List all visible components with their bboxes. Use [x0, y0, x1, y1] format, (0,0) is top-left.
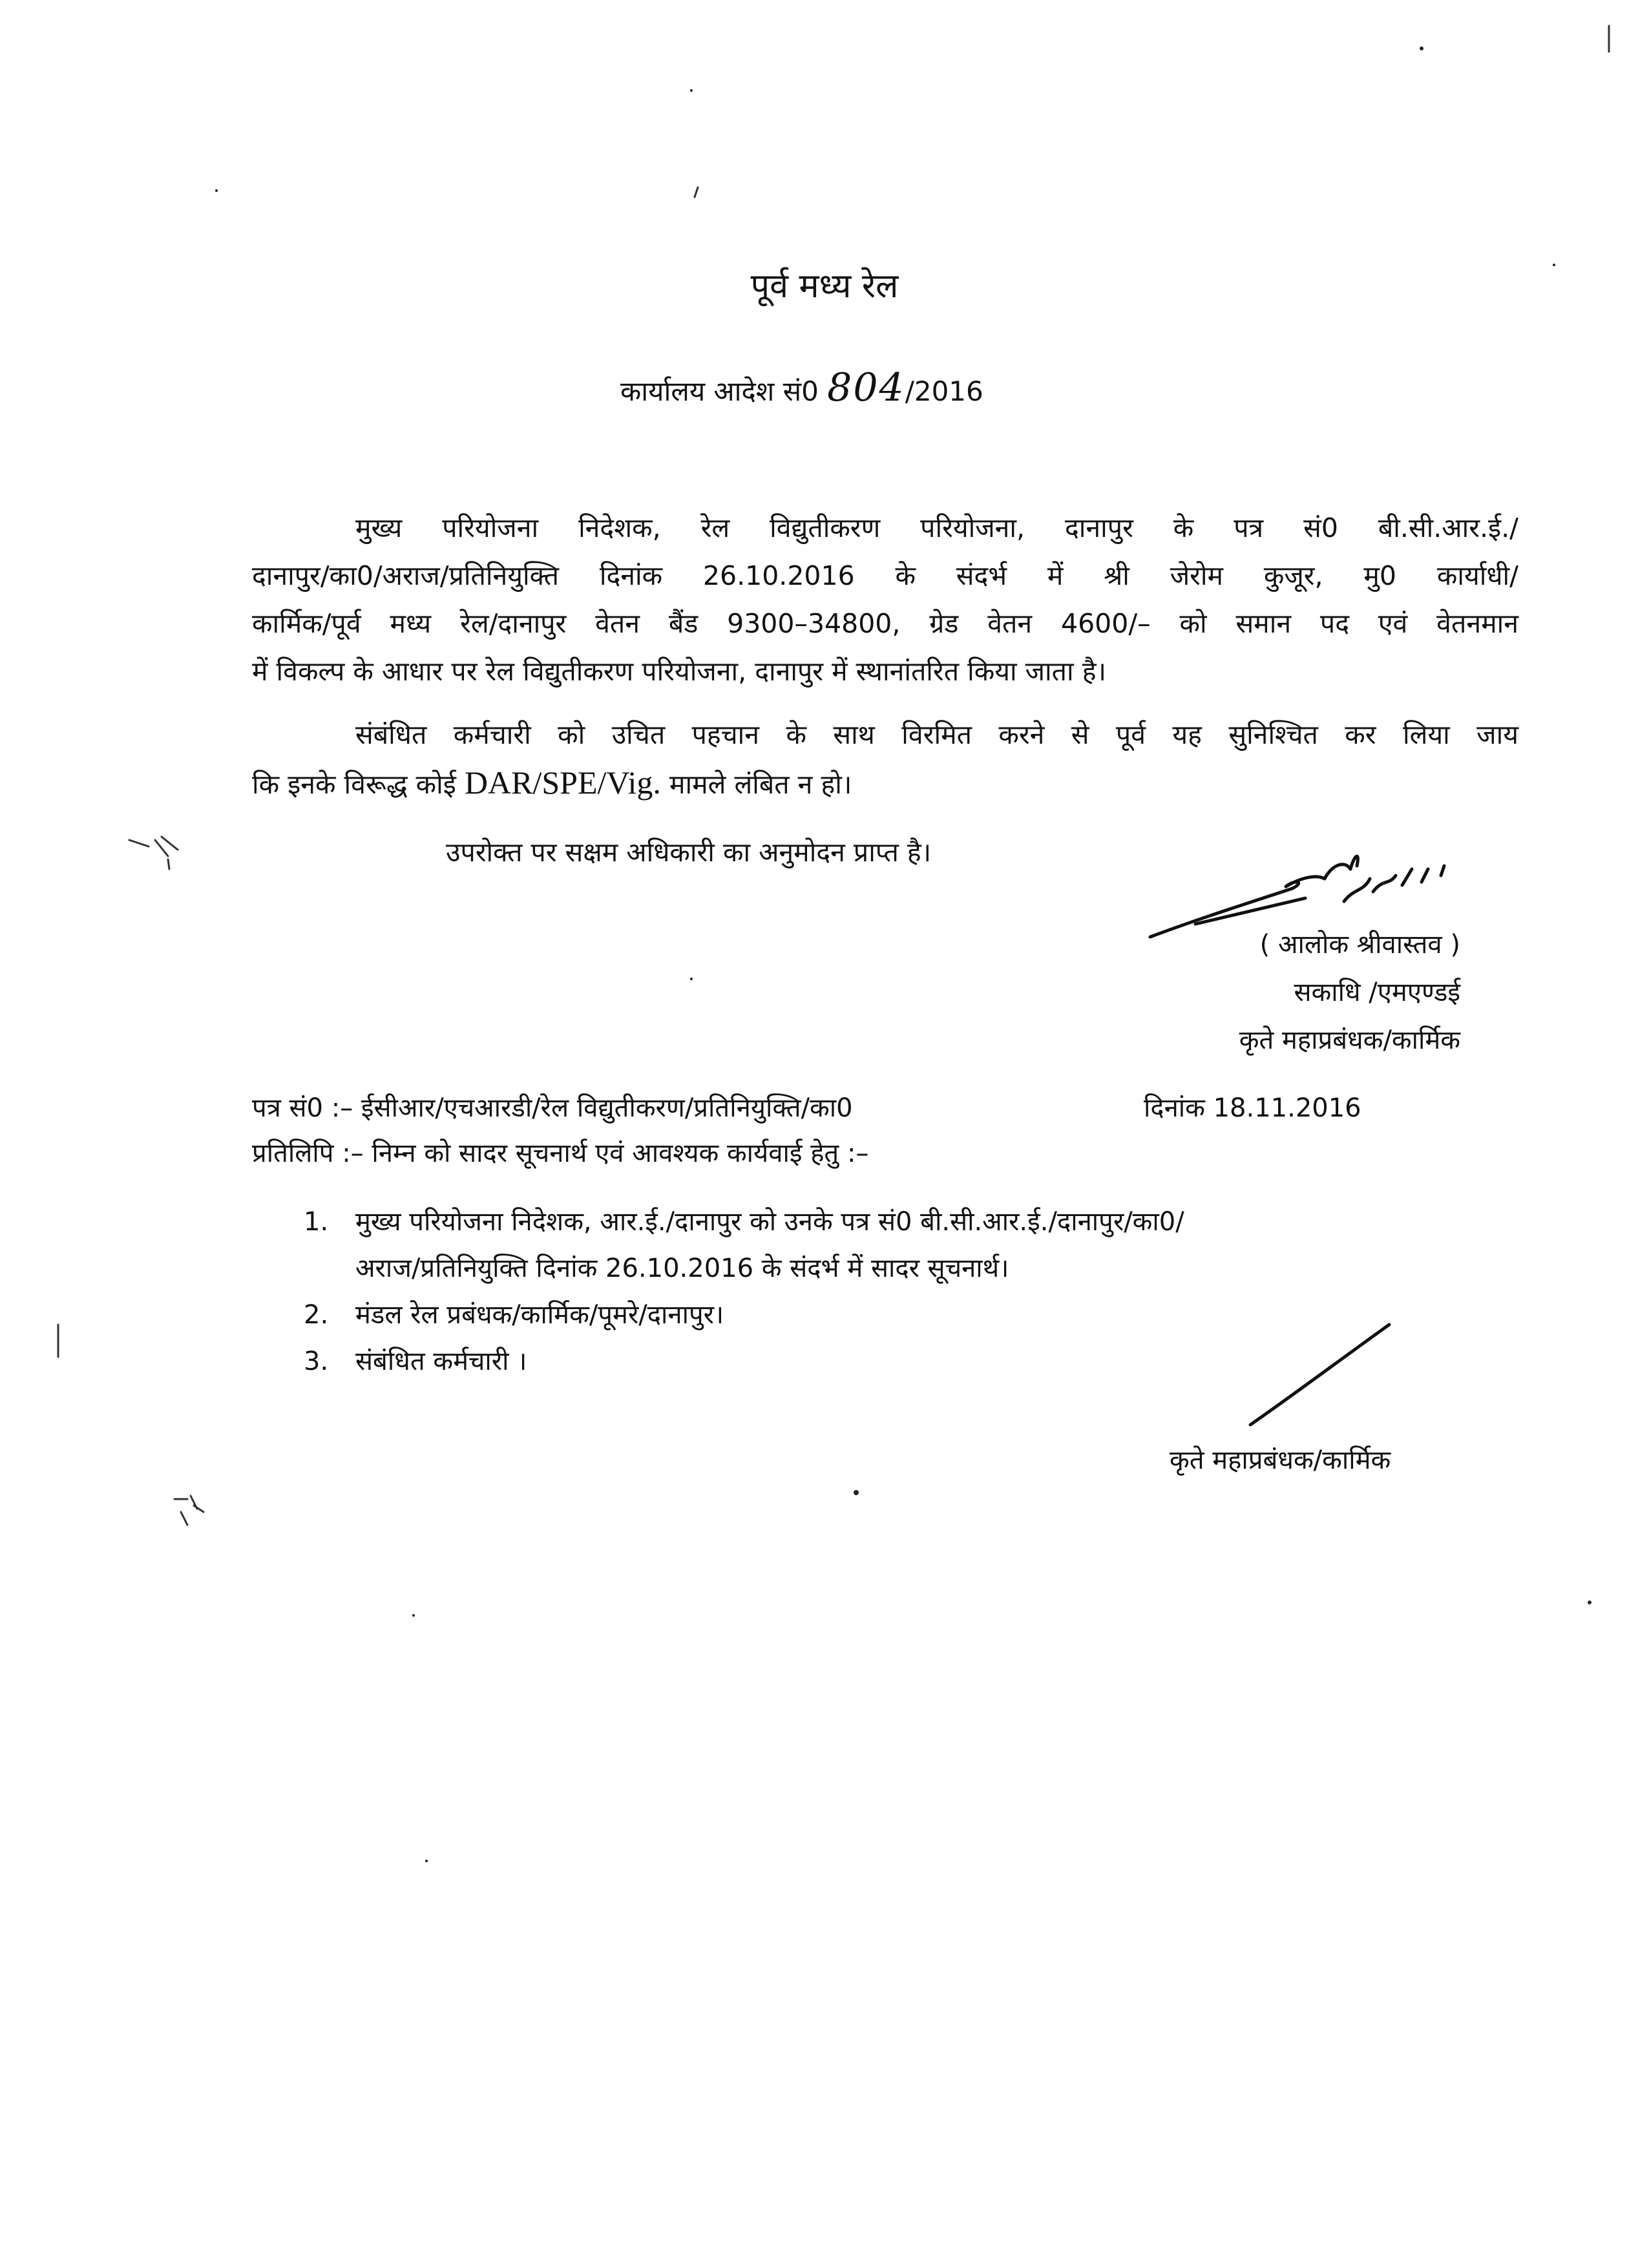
para2-text-pre: कि इनके विरूद्ध कोई — [252, 769, 456, 800]
margin-mark — [695, 187, 698, 197]
letter-reference: पत्र सं0 :– ईसीआर/एचआरडी/रेल विद्युतीकरण/प्रतिनियुक्ति/का0 — [252, 1093, 853, 1123]
order-suffix: /2016 — [905, 375, 983, 407]
list-item-number: 1. — [304, 1207, 329, 1237]
scan-dot — [1420, 47, 1423, 50]
signature-scribble-initials — [1344, 866, 1444, 901]
scan-dot — [215, 189, 218, 192]
signatory-name: ( आलोक श्रीवास्तव ) — [1259, 930, 1460, 960]
para1-line: में विकल्प के आधार पर रेल विद्युतीकरण परियोजना, दानापुर में स्थानांतरित किया जाता है। — [252, 656, 1107, 687]
scan-dot — [1553, 264, 1555, 266]
scan-dot — [854, 1490, 859, 1495]
order-prefix: कार्यालय आदेश सं0 — [620, 375, 819, 407]
document-title: पूर्व मध्य रेल — [750, 267, 899, 306]
scan-dot — [1588, 1601, 1591, 1604]
para1-line: दानापुर/का0/अराज/प्रतिनियुक्ति दिनांक 26.10.2016 के संदर्भ में श्री जेरोम कुजूर, मु0 कार्याधी/ — [252, 560, 1518, 591]
footer-signature-stroke — [1250, 1325, 1389, 1425]
para1-line: कार्मिक/पूर्व मध्य रेल/दानापुर वेतन बैंड 9300–34800, ग्रेड वेतन 4600/– को समान पद एवं वेतनमान — [252, 608, 1518, 639]
letter-date: दिनांक 18.11.2016 — [1144, 1093, 1361, 1123]
order-number-handwritten: 804 — [827, 365, 905, 410]
margin-mark — [174, 1496, 204, 1525]
signature-scribble-upper — [1150, 856, 1358, 937]
para2-line: संबंधित कर्मचारी को उचित पहचान के साथ विरमित करने से पूर्व यह सुनिश्चित कर लिया जाय — [355, 719, 1518, 750]
list-item-text: मुख्य परियोजना निदेशक, आर.ई./दानापुर को उनके पत्र सं0 बी.सी.आर.ई./दानापुर/का0/ — [355, 1207, 1184, 1237]
list-item-text: अराज/प्रतिनियुक्ति दिनांक 26.10.2016 के संदर्भ में सादर सूचनार्थ। — [355, 1254, 1009, 1283]
scan-dot — [690, 89, 693, 92]
scan-dot — [425, 1860, 428, 1862]
list-item-text: संबंधित कर्मचारी । — [355, 1347, 527, 1376]
approval-note: उपरोक्त पर सक्षम अधिकारी का अनुमोदन प्राप्त है। — [446, 837, 932, 868]
list-item-number: 3. — [304, 1347, 329, 1376]
signatory-for: कृते महाप्रबंधक/कार्मिक — [1239, 1025, 1460, 1055]
copy-to-heading: प्रतिलिपि :– निम्न को सादर सूचनार्थ एवं आवश्यक कार्यवाई हेतु :– — [252, 1139, 869, 1168]
margin-mark — [129, 837, 178, 869]
para1-line: मुख्य परियोजना निदेशक, रेल विद्युतीकरण परियोजना, दानापुर के पत्र सं0 बी.सी.आर.ई./ — [355, 512, 1518, 543]
para2-text-post: मामले लंबित न हो। — [669, 769, 852, 800]
list-item-number: 2. — [304, 1300, 329, 1330]
signatory-designation: सकाधि /एमएण्डई — [1294, 978, 1460, 1007]
footer-signature-line: कृते महाप्रबंधक/कार्मिक — [1170, 1445, 1391, 1475]
scan-dot — [690, 978, 693, 980]
dar-spe-vig-code: DAR/SPE/Vig. — [464, 764, 661, 801]
list-item-text: मंडल रेल प्रबंधक/कार्मिक/पूमरे/दानापुर। — [355, 1300, 724, 1330]
scan-dot — [412, 1614, 415, 1617]
